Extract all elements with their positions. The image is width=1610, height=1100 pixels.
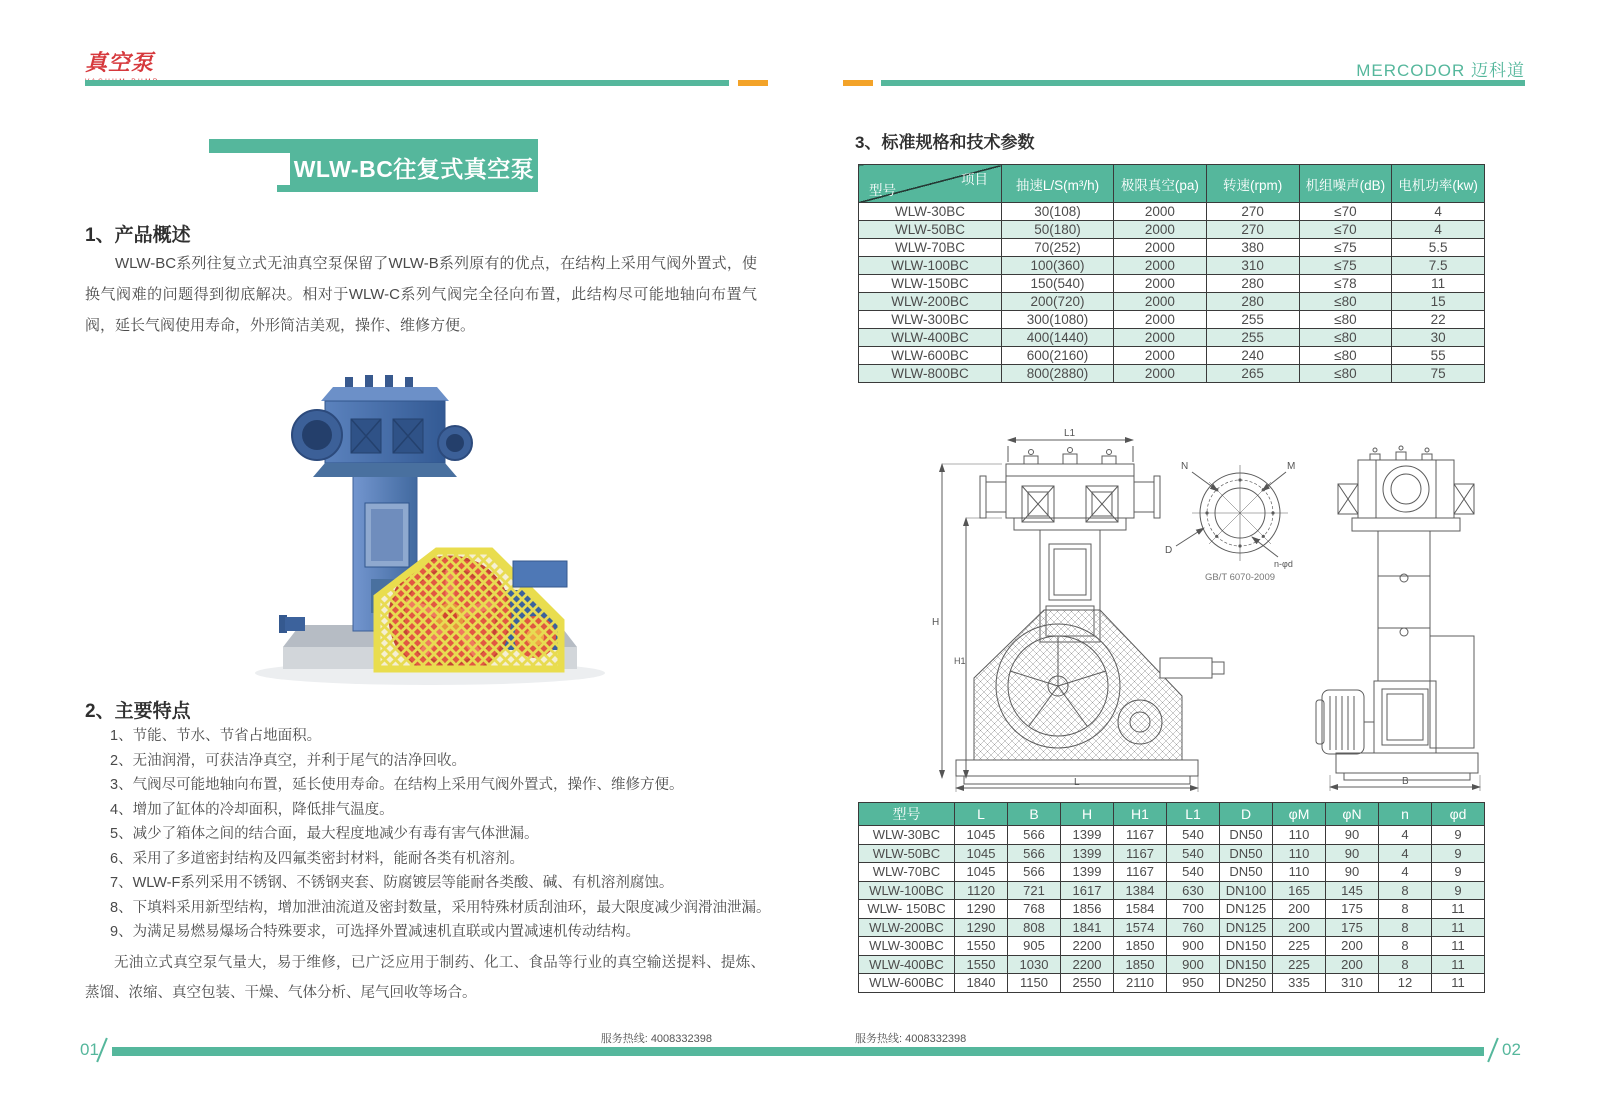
column-header: L (955, 803, 1008, 826)
feature-item: 2、无油润滑，可获洁净真空，并利于尾气的洁净回收。 (110, 752, 467, 769)
table-cell: 1045 (955, 844, 1008, 863)
table-cell: DN150 (1220, 955, 1273, 974)
table-cell: 225 (1273, 955, 1326, 974)
table-cell: 4 (1379, 826, 1432, 845)
table-row (859, 257, 1485, 275)
table-cell: WLW-150BC (859, 275, 1002, 293)
table-cell: 2000 (1114, 221, 1207, 239)
column-header: n (1379, 803, 1432, 826)
flange-label-m: M (1287, 461, 1296, 472)
table-cell: 380 (1206, 239, 1299, 257)
column-header: H1 (1114, 803, 1167, 826)
table-cell: 22 (1392, 311, 1485, 329)
section1-heading: 1、产品概述 (85, 225, 191, 246)
table-cell: 110 (1273, 826, 1326, 845)
table-cell: 11 (1432, 974, 1485, 993)
table-cell: 4 (1392, 221, 1485, 239)
table-cell: 5.5 (1392, 239, 1485, 257)
table-cell: 540 (1167, 826, 1220, 845)
table-cell: 4 (1392, 203, 1485, 221)
table-cell: 8 (1379, 937, 1432, 956)
table-cell: 310 (1206, 257, 1299, 275)
table-cell: 1384 (1114, 881, 1167, 900)
column-header: H (1061, 803, 1114, 826)
table-cell: 540 (1167, 863, 1220, 882)
feature-item: 9、为满足易燃易爆场合特殊要求，可选择外置减速机直联或内置减速机传动结构。 (110, 924, 641, 940)
feature-list (85, 727, 775, 948)
feature-item: 1、节能、节水、节省占地面积。 (110, 728, 322, 744)
table-cell: 2000 (1114, 293, 1207, 311)
dim-label-b: B (1402, 776, 1409, 787)
table-cell: 566 (1008, 844, 1061, 863)
table-cell: 165 (1273, 881, 1326, 900)
table-cell: 30 (1392, 329, 1485, 347)
table-cell: 1574 (1114, 918, 1167, 937)
table-cell: 4 (1379, 863, 1432, 882)
table-cell: 9 (1432, 881, 1485, 900)
section2-heading: 2、主要特点 (85, 701, 191, 722)
column-header: 抽速L/S(m³/h) (1002, 165, 1114, 203)
table-row (859, 311, 1485, 329)
table-cell: WLW-600BC (859, 974, 955, 993)
table-row (859, 844, 1485, 863)
dim-label-l1: L1 (1064, 428, 1076, 439)
table-cell: 280 (1206, 293, 1299, 311)
table-row (859, 293, 1485, 311)
table-cell: 9 (1432, 844, 1485, 863)
table-cell: WLW-200BC (859, 293, 1002, 311)
table-cell: 2000 (1114, 275, 1207, 293)
dimension-table (858, 802, 1485, 993)
table-cell: 2000 (1114, 311, 1207, 329)
table-row (859, 937, 1485, 956)
table-cell: 200 (1273, 918, 1326, 937)
table-cell: 2200 (1061, 955, 1114, 974)
table-cell: 11 (1432, 937, 1485, 956)
column-header: L1 (1167, 803, 1220, 826)
table-cell: 1290 (955, 918, 1008, 937)
table-cell: 1290 (955, 900, 1008, 919)
table-cell: 90 (1326, 844, 1379, 863)
table-cell: WLW-100BC (859, 257, 1002, 275)
table-cell: 1841 (1061, 918, 1114, 937)
corner-label-top: 项目 (961, 172, 988, 187)
header-row (859, 165, 1485, 203)
table-cell: ≤78 (1299, 275, 1392, 293)
table-cell: 270 (1206, 203, 1299, 221)
table-cell: 200 (1326, 955, 1379, 974)
table-cell: 721 (1008, 881, 1061, 900)
table-cell: 2000 (1114, 257, 1207, 275)
corner-label-bottom: 型号 (869, 183, 896, 198)
section3-heading: 3、标准规格和技术参数 (855, 133, 1035, 152)
table-cell: 335 (1273, 974, 1326, 993)
table-cell: 2200 (1061, 937, 1114, 956)
table-cell: 50(180) (1002, 221, 1114, 239)
table-cell: 90 (1326, 826, 1379, 845)
table-cell: 760 (1167, 918, 1220, 937)
table-cell: 7.5 (1392, 257, 1485, 275)
table-cell: 11 (1432, 900, 1485, 919)
table-cell: 950 (1167, 974, 1220, 993)
table-cell: 1584 (1114, 900, 1167, 919)
table-cell: 540 (1167, 844, 1220, 863)
table-cell: WLW-100BC (859, 881, 955, 900)
table-cell: 900 (1167, 937, 1220, 956)
table-cell: 808 (1008, 918, 1061, 937)
table-cell: 200(720) (1002, 293, 1114, 311)
table-cell: 90 (1326, 863, 1379, 882)
table-cell: 1045 (955, 826, 1008, 845)
table-cell: 1150 (1008, 974, 1061, 993)
table-row (859, 239, 1485, 257)
table-cell: 9 (1432, 826, 1485, 845)
table-cell: ≤70 (1299, 221, 1392, 239)
table-cell: 15 (1392, 293, 1485, 311)
feature-item: 3、气阀尽可能地轴向布置，延长使用寿命。在结构上采用气阀外置式，操作、维修方便。 (110, 777, 684, 793)
feature-item: 6、采用了多道密封结构及四氟类密封材料，能耐各类有机溶剂。 (110, 850, 525, 867)
table-cell: 175 (1326, 900, 1379, 919)
hotline-right: 服务热线: 4008332398 (855, 1033, 967, 1045)
table-cell: WLW-70BC (859, 239, 1002, 257)
table-cell: 100(360) (1002, 257, 1114, 275)
table-row (859, 275, 1485, 293)
table-cell: 200 (1273, 900, 1326, 919)
table-cell: 110 (1273, 863, 1326, 882)
table-cell: 1399 (1061, 844, 1114, 863)
table-cell: 2550 (1061, 974, 1114, 993)
header-rule-left (85, 80, 729, 86)
table-cell: 1617 (1061, 881, 1114, 900)
table-cell: 150(540) (1002, 275, 1114, 293)
table-cell: 11 (1432, 955, 1485, 974)
table-cell: 75 (1392, 365, 1485, 383)
header-row (859, 803, 1485, 826)
table-cell: WLW-50BC (859, 844, 955, 863)
table-cell: DN125 (1220, 918, 1273, 937)
table-cell: 12 (1379, 974, 1432, 993)
table-cell: 400(1440) (1002, 329, 1114, 347)
table-row (859, 347, 1485, 365)
table-row (859, 329, 1485, 347)
table-cell: 30(108) (1002, 203, 1114, 221)
column-header: 转速(rpm) (1206, 165, 1299, 203)
table-cell: 240 (1206, 347, 1299, 365)
column-header: 电机功率(kw) (1392, 165, 1485, 203)
table-cell: 700 (1167, 900, 1220, 919)
table-cell: 225 (1273, 937, 1326, 956)
section1-paragraph: WLW-BC系列往复立式无油真空泵保留了WLW-B系列原有的优点，在结构上采用气阀外置式，使换气阀难的问题得到彻底解决。相对于WLW-C系列气阀完全径向布置，此结构尽可能地轴向布置气阀，延长气阀使用寿命，外形简洁美观，操作、维修方便。 (85, 255, 757, 334)
table-cell: WLW-200BC (859, 918, 955, 937)
table-cell: 310 (1326, 974, 1379, 993)
banner-step-bottom (277, 185, 538, 192)
table-cell: WLW-400BC (859, 955, 955, 974)
table-cell: WLW-50BC (859, 221, 1002, 239)
column-header: B (1008, 803, 1061, 826)
table-cell: 255 (1206, 329, 1299, 347)
column-header: 机组噪声(dB) (1299, 165, 1392, 203)
table-cell: ≤75 (1299, 239, 1392, 257)
table-cell: 200 (1326, 937, 1379, 956)
table-cell: DN50 (1220, 863, 1273, 882)
table-cell: 8 (1379, 955, 1432, 974)
table-cell: 9 (1432, 863, 1485, 882)
flange-label-nphid: n-φd (1274, 559, 1293, 569)
table-cell: 145 (1326, 881, 1379, 900)
table-cell: ≤80 (1299, 347, 1392, 365)
table-cell: ≤75 (1299, 257, 1392, 275)
dim-label-h: H (932, 617, 940, 628)
table-cell: DN50 (1220, 826, 1273, 845)
table-cell: ≤70 (1299, 203, 1392, 221)
page-number-left: 01 (80, 1040, 99, 1059)
feature-item: 4、增加了缸体的冷却面积，降低排气温度。 (110, 801, 394, 818)
product-photo (225, 335, 630, 693)
table-cell: 280 (1206, 275, 1299, 293)
table-cell: WLW-400BC (859, 329, 1002, 347)
table-cell: 2000 (1114, 239, 1207, 257)
table-cell: WLW-300BC (859, 311, 1002, 329)
table-cell: 2000 (1114, 329, 1207, 347)
table-cell: 8 (1379, 918, 1432, 937)
table-cell: 1550 (955, 955, 1008, 974)
table-cell: 110 (1273, 844, 1326, 863)
table-row (859, 365, 1485, 383)
table-cell: 1167 (1114, 844, 1167, 863)
table-cell: DN100 (1220, 881, 1273, 900)
table-cell: 70(252) (1002, 239, 1114, 257)
column-header: 型号 (859, 803, 955, 826)
table-cell: 630 (1167, 881, 1220, 900)
table-cell: DN150 (1220, 937, 1273, 956)
table-cell: 2000 (1114, 203, 1207, 221)
table-cell: 270 (1206, 221, 1299, 239)
table-cell: DN50 (1220, 844, 1273, 863)
table-cell: 2110 (1114, 974, 1167, 993)
flange-label-n: N (1181, 461, 1189, 472)
table-cell: 1850 (1114, 937, 1167, 956)
table-cell: ≤80 (1299, 329, 1392, 347)
table-cell: 8 (1379, 900, 1432, 919)
table-row (859, 881, 1485, 900)
spec-table (858, 164, 1485, 383)
table-cell: 300(1080) (1002, 311, 1114, 329)
table-row (859, 974, 1485, 993)
header-rule-right (881, 80, 1525, 86)
table-cell: DN250 (1220, 974, 1273, 993)
corner-cell (859, 165, 1002, 203)
table-cell: 255 (1206, 311, 1299, 329)
feature-item: 7、WLW-F系列采用不锈钢、不锈钢夹套、防腐镀层等能耐各类酸、碱、有机溶剂腐蚀。 (110, 875, 674, 891)
table-cell: WLW-70BC (859, 863, 955, 882)
table-cell: 1167 (1114, 863, 1167, 882)
table-row (859, 955, 1485, 974)
table-cell: WLW-800BC (859, 365, 1002, 383)
header-dash-right (843, 80, 873, 86)
section2-closing: 无油立式真空泵气量大，易于维修，已广泛应用于制药、化工、食品等行业的真空输送提料、提炼、蒸馏、浓缩、真空包装、干燥、气体分析、尾气回收等场合。 (85, 955, 765, 1001)
table-row (859, 863, 1485, 882)
footer-rule (112, 1047, 1484, 1056)
table-row (859, 826, 1485, 845)
table-cell: 1399 (1061, 863, 1114, 882)
table-cell: 2000 (1114, 365, 1207, 383)
column-header: D (1220, 803, 1273, 826)
table-cell: DN125 (1220, 900, 1273, 919)
table-cell: WLW-300BC (859, 937, 955, 956)
table-cell: 768 (1008, 900, 1061, 919)
table-cell: 1030 (1008, 955, 1061, 974)
table-cell: WLW-30BC (859, 826, 955, 845)
dim-label-h1: H1 (954, 656, 966, 666)
table-cell: WLW-600BC (859, 347, 1002, 365)
table-cell: 800(2880) (1002, 365, 1114, 383)
table-cell: 11 (1432, 918, 1485, 937)
table-cell: 900 (1167, 955, 1220, 974)
feature-item: 8、下填料采用新型结构，增加泄油流道及密封数量，采用特殊材质刮油环，最大限度减少润滑油泄漏。 (110, 899, 771, 916)
table-cell: 1550 (955, 937, 1008, 956)
column-header: φM (1273, 803, 1326, 826)
table-cell: 600(2160) (1002, 347, 1114, 365)
dim-label-l: L (1074, 777, 1080, 788)
table-row (859, 203, 1485, 221)
column-header: φN (1326, 803, 1379, 826)
flange-label-d: D (1165, 545, 1173, 556)
table-cell: 1399 (1061, 826, 1114, 845)
table-cell: WLW-30BC (859, 203, 1002, 221)
table-cell: 1840 (955, 974, 1008, 993)
table-row (859, 221, 1485, 239)
table-cell: 1167 (1114, 826, 1167, 845)
brand-logo-text: 真空泵 (85, 50, 155, 75)
table-cell: 8 (1379, 881, 1432, 900)
product-banner-title: WLW-BC往复式真空泵 (290, 139, 538, 186)
table-cell: 265 (1206, 365, 1299, 383)
flange-caption: GB/T 6070-2009 (1204, 572, 1276, 583)
footer-slash-right (1487, 1038, 1499, 1063)
table-cell: 1856 (1061, 900, 1114, 919)
brand-wordmark: MERCODOR 迈科道 (1356, 61, 1525, 80)
page-number-right: 02 (1502, 1040, 1521, 1059)
table-cell: WLW- 150BC (859, 900, 955, 919)
table-row (859, 918, 1485, 937)
column-header: 极限真空(pa) (1114, 165, 1207, 203)
table-cell: 11 (1392, 275, 1485, 293)
table-cell: ≤80 (1299, 311, 1392, 329)
header-dash-left (738, 80, 768, 86)
table-cell: 1045 (955, 863, 1008, 882)
table-row (859, 900, 1485, 919)
table-cell: 566 (1008, 863, 1061, 882)
feature-item: 5、减少了箱体之间的结合面，最大程度地减少有毒有害气体泄漏。 (110, 826, 539, 842)
table-cell: 55 (1392, 347, 1485, 365)
flange-detail-drawing (1148, 455, 1333, 583)
column-header: φd (1432, 803, 1485, 826)
table-cell: ≤80 (1299, 365, 1392, 383)
table-cell: 1120 (955, 881, 1008, 900)
table-cell: 4 (1379, 844, 1432, 863)
table-cell: 1850 (1114, 955, 1167, 974)
hotline-left: 服务热线: 4008332398 (600, 1033, 712, 1045)
table-cell: 175 (1326, 918, 1379, 937)
table-cell: 905 (1008, 937, 1061, 956)
table-cell: ≤80 (1299, 293, 1392, 311)
side-view-drawing (1312, 428, 1487, 796)
table-cell: 2000 (1114, 347, 1207, 365)
table-cell: 566 (1008, 826, 1061, 845)
